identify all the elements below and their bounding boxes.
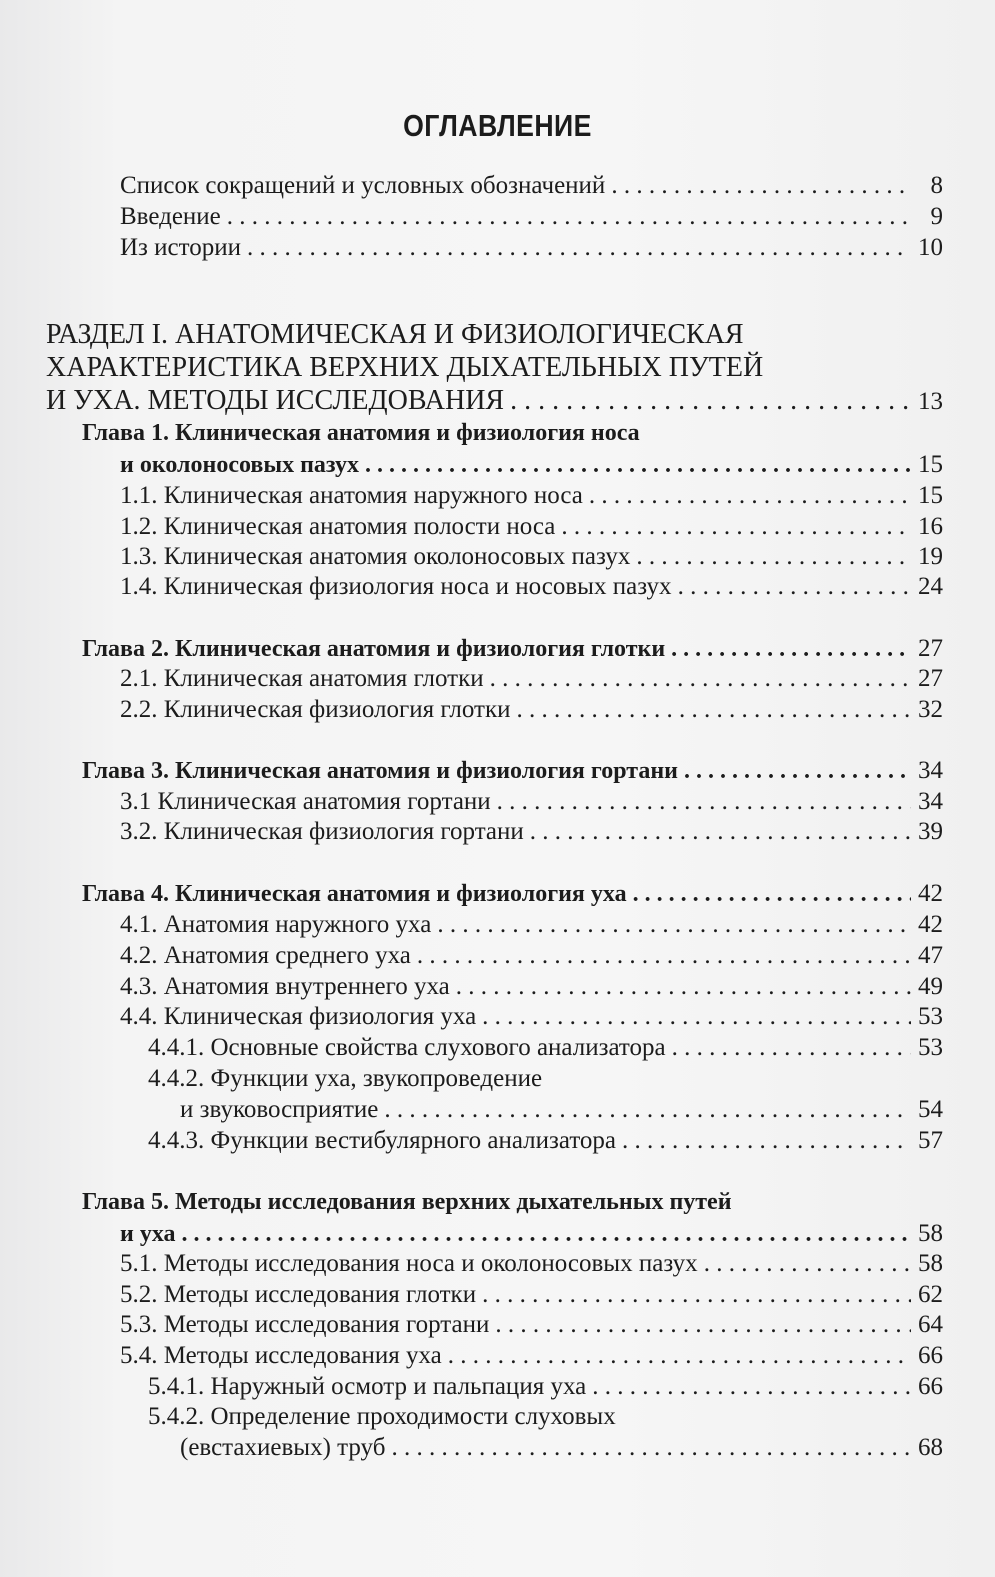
toc-entry-text-line: 4.4.2. Функции уха, звукопроведение: [148, 1065, 543, 1092]
leader-dots: [417, 940, 911, 971]
toc-entry-text: Введение: [120, 203, 221, 230]
leader-dots: [672, 1032, 911, 1063]
toc-entry: [148, 1371, 943, 1402]
toc-entry: [120, 663, 943, 694]
page-number: 34: [918, 788, 943, 815]
page-number: 19: [918, 543, 943, 570]
leader-dots: [497, 786, 911, 817]
page-number: 53: [918, 1034, 943, 1061]
page-number: 39: [918, 818, 943, 845]
page-number: 8: [930, 172, 943, 199]
leader-dots: [622, 1125, 911, 1156]
page-number: 66: [918, 1342, 943, 1369]
toc-entry-text: Глава 2. Клиническая анатомия и физиология глотки: [82, 636, 666, 662]
toc-entry: [148, 1401, 943, 1463]
toc-chapter: [82, 633, 943, 665]
page-number: 15: [918, 482, 943, 509]
toc-entry-text: 3.2. Клиническая физиология гортани: [120, 818, 524, 845]
page-number: 13: [918, 388, 943, 415]
page-number: 64: [918, 1311, 943, 1338]
toc-chapter: [82, 1187, 943, 1250]
page-number: 68: [918, 1434, 943, 1461]
toc-entry-text: 1.2. Клиническая анатомия полости носа: [120, 513, 556, 540]
page-number: 54: [918, 1096, 943, 1123]
page-number: 24: [918, 573, 943, 600]
toc-entry: [120, 541, 943, 572]
toc-entry-text: И УХА. МЕТОДЫ ИССЛЕДОВАНИЯ: [46, 385, 505, 416]
toc-entry-text: (евстахиевых) труб: [180, 1434, 386, 1461]
toc-entry: [148, 1063, 943, 1125]
leader-dots: [611, 170, 911, 201]
toc-entry-text: 3.1 Клиническая анатомия гортани: [120, 788, 491, 815]
page-number: 47: [918, 942, 943, 969]
toc-entry-text: 4.3. Анатомия внутреннего уха: [120, 973, 450, 1000]
toc-entry-text: Глава 3. Клиническая анатомия и физиология гортани: [82, 758, 678, 784]
toc-section: [46, 318, 943, 418]
page-number: 16: [918, 513, 943, 540]
toc-entry-text: 1.3. Клиническая анатомия околоносовых пазух: [120, 543, 631, 570]
toc-chapter: [82, 755, 943, 787]
leader-dots: [592, 1371, 911, 1402]
toc-entry: [120, 511, 943, 542]
toc-entry-text: 2.2. Клиническая физиология глотки: [120, 696, 511, 723]
toc-entry-text: Глава 4. Клиническая анатомия и физиология уха: [82, 881, 627, 907]
toc-entry: [120, 480, 943, 511]
page-number: 42: [918, 911, 943, 938]
leader-dots: [365, 450, 911, 481]
page-number: 27: [918, 665, 943, 692]
page-number: 27: [918, 635, 943, 662]
leader-dots: [510, 384, 911, 417]
leader-dots: [456, 971, 911, 1002]
toc-entry: [120, 201, 943, 232]
toc-entry-text-line: РАЗДЕЛ I. АНАТОМИЧЕСКАЯ И ФИЗИОЛОГИЧЕСКАЯ: [46, 319, 744, 350]
toc-entry-text: Список сокращений и условных обозначений: [120, 172, 606, 199]
leader-dots: [437, 909, 911, 940]
toc-entry-text: 4.2. Анатомия среднего уха: [120, 942, 411, 969]
toc-entry-text: и звуковосприятие: [180, 1096, 379, 1123]
leader-dots: [684, 756, 911, 787]
page-number: 66: [918, 1373, 943, 1400]
toc-entry-text-line: Глава 1. Клиническая анатомия и физиология носа: [82, 420, 640, 446]
page-number: 58: [918, 1220, 943, 1247]
leader-dots: [495, 1309, 911, 1340]
toc-entry-text: 5.4. Методы исследования уха: [120, 1342, 442, 1369]
toc-entry: [120, 940, 943, 971]
toc-entry-text: 1.1. Клиническая анатомия наружного носа: [120, 482, 583, 509]
leader-dots: [482, 1279, 911, 1310]
toc-entry: [120, 786, 943, 817]
toc-entry-text: 5.2. Методы исследования глотки: [120, 1281, 477, 1308]
leader-dots: [633, 879, 911, 910]
leader-dots: [182, 1219, 911, 1250]
page-number: 62: [918, 1281, 943, 1308]
page-number: 58: [918, 1250, 943, 1277]
toc-entry-text: и околоносовых пазух: [120, 452, 360, 478]
leader-dots: [516, 694, 911, 725]
page-number: 15: [918, 451, 943, 478]
leader-dots: [678, 571, 911, 602]
toc-entry: [148, 1125, 943, 1156]
leader-dots: [589, 480, 911, 511]
toc-entry-text: 5.3. Методы исследования гортани: [120, 1311, 490, 1338]
toc-entry-text: 4.4. Клиническая физиология уха: [120, 1003, 477, 1030]
leader-dots: [482, 1001, 911, 1032]
toc-entry: [120, 1248, 943, 1279]
toc-entry-text: Из истории: [120, 234, 242, 261]
toc-entry: [120, 816, 943, 847]
toc-entry-text: 2.1. Клиническая анатомия глотки: [120, 665, 484, 692]
leader-dots: [704, 1248, 911, 1279]
toc-entry-text: 5.4.1. Наружный осмотр и пальпация уха: [148, 1373, 587, 1400]
page-number: 9: [930, 203, 943, 230]
leader-dots: [227, 201, 911, 232]
toc-entry: [120, 1340, 943, 1371]
toc-entry: [120, 694, 943, 725]
leader-dots: [384, 1094, 911, 1125]
toc-entry: [120, 1001, 943, 1032]
toc-entry: [120, 1309, 943, 1340]
toc-entry-text-line: 5.4.2. Определение проходимости слуховых: [148, 1403, 616, 1430]
leader-dots: [636, 541, 911, 572]
toc-entry-text: 4.4.1. Основные свойства слухового анализатора: [148, 1034, 666, 1061]
page-number: 32: [918, 696, 943, 723]
toc-entry: [120, 232, 943, 263]
page-number: 53: [918, 1003, 943, 1030]
toc-entry: [120, 1279, 943, 1310]
page-title: ОГЛАВЛЕНИЕ: [403, 108, 592, 143]
toc-entry: [120, 909, 943, 940]
leader-dots: [490, 663, 911, 694]
toc-entry-text-line: ХАРАКТЕРИСТИКА ВЕРХНИХ ДЫХАТЕЛЬНЫХ ПУТЕЙ: [46, 352, 764, 383]
toc-entry: [148, 1032, 943, 1063]
leader-dots: [448, 1340, 911, 1371]
toc-chapter: [82, 418, 943, 481]
leader-dots: [671, 634, 911, 665]
toc-entry-text: 5.1. Методы исследования носа и околоносовых пазух: [120, 1250, 698, 1277]
toc-entry-text-line: Глава 5. Методы исследования верхних дыхательных путей: [82, 1189, 732, 1215]
page-number: 49: [918, 973, 943, 1000]
page-number: 42: [918, 880, 943, 907]
leader-dots: [530, 816, 911, 847]
toc-entry: [120, 170, 943, 201]
toc-entry: [120, 571, 943, 602]
page-number: 57: [918, 1127, 943, 1154]
toc-chapter: [82, 878, 943, 910]
page-number: 34: [918, 757, 943, 784]
toc-entry-text: 4.1. Анатомия наружного уха: [120, 911, 432, 938]
page-number: 10: [918, 234, 943, 261]
toc-entry-text: 1.4. Клиническая физиология носа и носовых пазух: [120, 573, 672, 600]
toc-entry: [120, 971, 943, 1002]
leader-dots: [561, 511, 911, 542]
leader-dots: [391, 1432, 911, 1463]
toc-entry-text: и уха: [120, 1221, 176, 1247]
leader-dots: [247, 232, 911, 263]
toc-entry-text: 4.4.3. Функции вестибулярного анализатора: [148, 1127, 617, 1154]
